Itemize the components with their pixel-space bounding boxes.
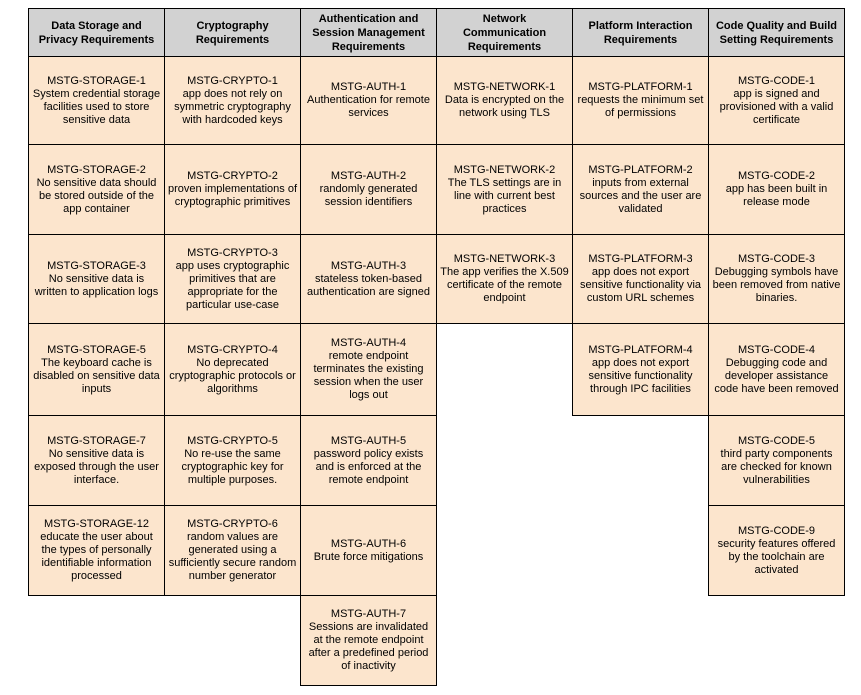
requirement-cell-mstg-network-3 [437,235,573,324]
requirement-cell-mstg-auth-4 [301,324,437,416]
table-row [29,235,845,324]
requirement-desc: remote endpoint terminates the existing session when the user logs out [313,350,424,401]
requirement-cell-mstg-crypto-6 [165,506,301,596]
requirement-id: MSTG-CODE-2 [738,170,815,182]
column-header-2: Cryptography Requirements [165,9,301,57]
requirement-id: MSTG-CODE-5 [738,434,815,447]
table-row [29,506,845,596]
requirement-cell-mstg-auth-6 [301,506,437,596]
requirement-desc: The keyboard cache is disabled on sensitive data inputs [33,356,160,395]
empty-cell [573,596,709,686]
requirement-desc: The TLS settings are in line with current best practices [447,176,562,215]
requirement-desc: requests the minimum set of permissions [577,94,704,119]
column-header-3: Authentication and Session Management Requirements [301,9,437,57]
requirement-cell-mstg-platform-3 [573,235,709,324]
requirement-id: MSTG-CRYPTO-3 [187,246,278,259]
empty-cell [709,596,845,686]
requirement-desc: stateless token-based authentication are signed [307,272,430,298]
requirement-id: MSTG-CRYPTO-1 [187,74,278,87]
requirement-desc: The app verifies the X.509 certificate of the remote endpoint [440,266,569,304]
requirement-desc: app has been built in release mode [725,183,828,208]
requirement-cell-mstg-storage-3 [29,235,165,324]
requirement-id: MSTG-AUTH-4 [330,337,407,349]
requirement-id: MSTG-CRYPTO-4 [187,343,278,356]
requirement-cell-mstg-storage-12 [29,506,165,596]
requirement-cell-mstg-code-2 [709,145,845,235]
requirement-id: MSTG-STORAGE-7 [47,434,146,447]
requirement-id: MSTG-AUTH-7 [330,608,407,620]
requirement-cell-mstg-crypto-4 [165,324,301,416]
requirement-id: MSTG-PLATFORM-2 [588,163,693,176]
requirement-desc: No re-use the same cryptographic key for multiple purposes. [181,447,284,486]
requirement-id: MSTG-STORAGE-2 [47,163,146,176]
requirement-desc: No deprecated cryptographic protocols or algorithms [169,356,296,395]
requirement-id: MSTG-PLATFORM-3 [588,253,693,265]
requirement-desc: Authentication for remote services [307,94,430,119]
requirement-cell-mstg-crypto-3 [165,235,301,324]
table-row [29,324,845,416]
requirement-id: MSTG-CRYPTO-6 [187,518,278,530]
requirement-id: MSTG-STORAGE-5 [47,343,146,356]
requirement-desc: System credential storage facilities used to store sensitive data [32,87,161,126]
requirement-desc: security features offered by the toolchain are activated [717,537,836,576]
requirement-id: MSTG-CRYPTO-5 [187,434,278,447]
column-header-6: Code Quality and Build Setting Requirements [709,9,845,57]
empty-cell [165,596,301,686]
requirement-cell-mstg-storage-5 [29,324,165,416]
requirement-id: MSTG-STORAGE-12 [44,518,149,530]
requirement-cell-mstg-network-1 [437,57,573,145]
requirement-cell-mstg-crypto-5 [165,416,301,506]
requirement-cell-mstg-network-2 [437,145,573,235]
requirement-id: MSTG-CODE-9 [738,524,815,537]
empty-cell [437,596,573,686]
header-row [29,9,845,57]
requirement-desc: proven implementations of cryptographic primitives [168,183,298,208]
requirement-cell-mstg-code-9 [709,506,845,596]
requirement-cell-mstg-storage-1 [29,57,165,145]
requirement-desc: random values are generated using a sufficiently secure random number generator [168,531,297,582]
requirement-cell-mstg-auth-7 [301,596,437,686]
requirement-desc: randomly generated session identifiers [319,183,418,208]
requirement-cell-mstg-code-4 [709,324,845,416]
requirement-cell-mstg-code-3 [709,235,845,324]
requirement-id: MSTG-CODE-4 [738,343,815,356]
requirement-desc: Brute force mitigations [313,550,424,563]
requirement-id: MSTG-CODE-1 [738,74,815,87]
table-row [29,145,845,235]
requirement-cell-mstg-crypto-1 [165,57,301,145]
requirement-id: MSTG-STORAGE-3 [47,259,146,272]
requirement-cell-mstg-platform-2 [573,145,709,235]
requirement-desc: No sensitive data should be stored outside of the app container [36,176,157,215]
requirement-desc: No sensitive data is exposed through the user interface. [34,447,159,486]
table-row [29,596,845,686]
requirement-id: MSTG-CODE-3 [738,253,815,265]
requirement-cell-mstg-code-1 [709,57,845,145]
requirement-cell-mstg-storage-2 [29,145,165,235]
requirement-id: MSTG-NETWORK-3 [453,253,556,265]
requirement-id: MSTG-STORAGE-1 [47,74,146,87]
empty-cell [437,324,573,416]
empty-cell [573,416,709,506]
requirement-desc: app does not export sensitive functionality via custom URL schemes [579,266,702,304]
column-header-1: Data Storage and Privacy Requirements [29,9,165,57]
empty-cell [29,596,165,686]
column-header-4: Network Communication Requirements [437,9,573,57]
requirement-id: MSTG-PLATFORM-1 [588,81,693,93]
empty-cell [573,506,709,596]
requirement-desc: app does not export sensitive functionality through IPC facilities [588,356,693,395]
requirement-desc: No sensitive data is written to application logs [34,272,159,298]
requirement-id: MSTG-AUTH-2 [330,170,407,182]
requirement-desc: app does not rely on symmetric cryptography with hardcoded keys [174,87,291,126]
requirement-cell-mstg-auth-2 [301,145,437,235]
requirement-cell-mstg-storage-7 [29,416,165,506]
table-row [29,416,845,506]
requirement-id: MSTG-PLATFORM-4 [588,343,693,356]
requirement-desc: password policy exists and is enforced at the remote endpoint [313,447,424,486]
requirement-desc: Sessions are invalidated at the remote endpoint after a predefined period of inactivity [308,621,429,672]
mstg-requirements-table [28,8,845,686]
requirement-desc: Debugging code and developer assistance code have been removed [714,356,839,395]
empty-cell [437,506,573,596]
requirement-cell-mstg-platform-1 [573,57,709,145]
requirement-cell-mstg-code-5 [709,416,845,506]
requirement-desc: third party components are checked for known vulnerabilities [720,447,833,486]
requirement-id: MSTG-CRYPTO-2 [187,170,278,182]
table-row [29,57,845,145]
table-body [29,9,845,686]
requirement-id: MSTG-NETWORK-1 [453,81,556,93]
requirement-cell-mstg-platform-4 [573,324,709,416]
requirement-desc: app is signed and provisioned with a valid certificate [719,87,834,126]
requirement-id: MSTG-AUTH-5 [330,434,407,447]
requirement-id: MSTG-NETWORK-2 [453,163,556,176]
requirement-id: MSTG-AUTH-1 [330,81,407,93]
requirement-desc: Data is encrypted on the network using TLS [444,94,565,119]
column-header-5: Platform Interaction Requirements [573,9,709,57]
empty-cell [437,416,573,506]
requirement-desc: Debugging symbols have been removed from native binaries. [712,266,841,304]
requirement-desc: app uses cryptographic primitives that are appropriate for the particular use-case [175,259,290,311]
requirement-id: MSTG-AUTH-6 [330,537,407,550]
requirement-cell-mstg-auth-3 [301,235,437,324]
requirement-desc: educate the user about the types of personally identifiable information processed [40,531,153,582]
requirement-desc: inputs from external sources and the user are validated [579,176,702,215]
requirement-cell-mstg-auth-1 [301,57,437,145]
requirement-cell-mstg-crypto-2 [165,145,301,235]
requirement-cell-mstg-auth-5 [301,416,437,506]
requirement-id: MSTG-AUTH-3 [330,259,407,272]
